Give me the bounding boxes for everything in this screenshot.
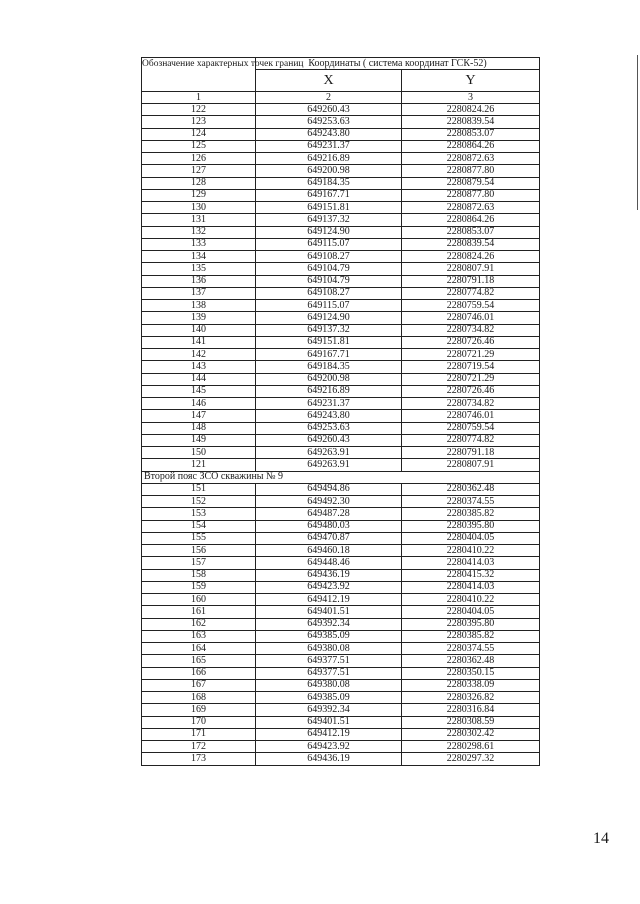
point-number-cell: 164 [142, 643, 256, 655]
x-coordinate-cell: 649380.08 [256, 643, 402, 655]
x-coordinate-cell: 649231.37 [256, 140, 402, 152]
x-coordinate-cell: 649494.86 [256, 483, 402, 495]
y-coordinate-cell: 2280726.46 [402, 385, 540, 397]
coordinates-group-header: Координаты ( система координат ГСК-52) [256, 58, 540, 70]
x-coordinate-cell: 649216.89 [256, 153, 402, 165]
coordinates-table [141, 57, 540, 766]
point-number-cell: 147 [142, 410, 256, 422]
y-coordinate-cell: 2280302.42 [402, 728, 540, 740]
y-coordinate-cell: 2280734.82 [402, 398, 540, 410]
table-row [142, 116, 540, 128]
point-number-cell: 134 [142, 251, 256, 263]
x-coordinate-cell: 649216.89 [256, 385, 402, 397]
table-row [142, 226, 540, 238]
y-coordinate-cell: 2280721.29 [402, 349, 540, 361]
x-coordinate-cell: 649385.09 [256, 630, 402, 642]
y-coordinate-cell: 2280410.22 [402, 594, 540, 606]
y-column-header: Y [402, 70, 540, 92]
y-coordinate-cell: 2280774.82 [402, 434, 540, 446]
table-row [142, 667, 540, 679]
point-number-cell: 140 [142, 324, 256, 336]
point-number-cell: 135 [142, 263, 256, 275]
table-row [142, 447, 540, 459]
point-number-cell: 170 [142, 716, 256, 728]
x-coordinate-cell: 649263.91 [256, 459, 402, 471]
table-row [142, 336, 540, 348]
point-number-cell: 132 [142, 226, 256, 238]
point-number-cell: 125 [142, 140, 256, 152]
point-number-cell: 162 [142, 618, 256, 630]
table-row [142, 508, 540, 520]
table-row [142, 177, 540, 189]
point-number-cell: 150 [142, 447, 256, 459]
x-coordinate-cell: 649423.92 [256, 741, 402, 753]
x-coordinate-cell: 649253.63 [256, 422, 402, 434]
x-coordinate-cell: 649487.28 [256, 508, 402, 520]
point-number-cell: 167 [142, 679, 256, 691]
y-coordinate-cell: 2280404.05 [402, 532, 540, 544]
x-coordinate-cell: 649392.34 [256, 618, 402, 630]
y-coordinate-cell: 2280824.26 [402, 104, 540, 116]
y-coordinate-cell: 2280746.01 [402, 312, 540, 324]
point-number-cell: 152 [142, 496, 256, 508]
y-coordinate-cell: 2280385.82 [402, 508, 540, 520]
table-row [142, 202, 540, 214]
point-number-cell: 155 [142, 532, 256, 544]
table-row [142, 275, 540, 287]
x-coordinate-cell: 649108.27 [256, 287, 402, 299]
y-coordinate-cell: 2280839.54 [402, 238, 540, 250]
y-coordinate-cell: 2280410.22 [402, 545, 540, 557]
y-coordinate-cell: 2280326.82 [402, 692, 540, 704]
table-row [142, 655, 540, 667]
table-row [142, 434, 540, 446]
page-number: 14 [593, 830, 609, 847]
y-coordinate-cell: 2280877.80 [402, 189, 540, 201]
point-number-cell: 142 [142, 349, 256, 361]
y-coordinate-cell: 2280824.26 [402, 251, 540, 263]
point-number-cell: 159 [142, 581, 256, 593]
table-row [142, 287, 540, 299]
point-number-cell: 169 [142, 704, 256, 716]
point-number-cell: 153 [142, 508, 256, 520]
y-coordinate-cell: 2280872.63 [402, 202, 540, 214]
table-row [142, 704, 540, 716]
y-coordinate-cell: 2280759.54 [402, 422, 540, 434]
point-number-cell: 121 [142, 459, 256, 471]
x-coordinate-cell: 649151.81 [256, 202, 402, 214]
x-coordinate-cell: 649412.19 [256, 594, 402, 606]
point-number-cell: 124 [142, 128, 256, 140]
table-row [142, 532, 540, 544]
x-coordinate-cell: 649377.51 [256, 655, 402, 667]
table-row [142, 128, 540, 140]
y-coordinate-cell: 2280374.55 [402, 496, 540, 508]
y-coordinate-cell: 2280414.03 [402, 581, 540, 593]
y-coordinate-cell: 2280316.84 [402, 704, 540, 716]
y-coordinate-cell: 2280298.61 [402, 741, 540, 753]
x-coordinate-cell: 649412.19 [256, 728, 402, 740]
y-coordinate-cell: 2280404.05 [402, 606, 540, 618]
table-row [142, 643, 540, 655]
table-row [142, 569, 540, 581]
y-coordinate-cell: 2280362.48 [402, 655, 540, 667]
table-row [142, 594, 540, 606]
column-number: 3 [402, 92, 540, 104]
point-number-cell: 126 [142, 153, 256, 165]
table-row [142, 728, 540, 740]
y-coordinate-cell: 2280734.82 [402, 324, 540, 336]
x-coordinate-cell: 649460.18 [256, 545, 402, 557]
table-row [142, 483, 540, 495]
y-coordinate-cell: 2280395.80 [402, 520, 540, 532]
y-coordinate-cell: 2280395.80 [402, 618, 540, 630]
table-row [142, 312, 540, 324]
y-coordinate-cell: 2280297.32 [402, 753, 540, 765]
point-number-cell: 161 [142, 606, 256, 618]
table-row [142, 104, 540, 116]
y-coordinate-cell: 2280726.46 [402, 336, 540, 348]
x-coordinate-cell: 649377.51 [256, 667, 402, 679]
y-coordinate-cell: 2280415.32 [402, 569, 540, 581]
x-coordinate-cell: 649167.71 [256, 189, 402, 201]
point-number-cell: 171 [142, 728, 256, 740]
y-coordinate-cell: 2280374.55 [402, 643, 540, 655]
x-coordinate-cell: 649115.07 [256, 300, 402, 312]
y-coordinate-cell: 2280308.59 [402, 716, 540, 728]
y-coordinate-cell: 2280759.54 [402, 300, 540, 312]
table-row [142, 422, 540, 434]
table-row [142, 398, 540, 410]
point-number-cell: 137 [142, 287, 256, 299]
table-row [142, 251, 540, 263]
section-row [142, 471, 540, 483]
point-number-cell: 172 [142, 741, 256, 753]
point-number-cell: 136 [142, 275, 256, 287]
x-coordinate-cell: 649115.07 [256, 238, 402, 250]
y-coordinate-cell: 2280338.09 [402, 679, 540, 691]
table-row [142, 741, 540, 753]
table-body [142, 104, 540, 766]
point-number-cell: 157 [142, 557, 256, 569]
table-row [142, 263, 540, 275]
table-row [142, 557, 540, 569]
y-coordinate-cell: 2280839.54 [402, 116, 540, 128]
point-number-cell: 148 [142, 422, 256, 434]
x-coordinate-cell: 649260.43 [256, 434, 402, 446]
point-number-cell: 128 [142, 177, 256, 189]
y-coordinate-cell: 2280879.54 [402, 177, 540, 189]
table-row [142, 300, 540, 312]
x-coordinate-cell: 649108.27 [256, 251, 402, 263]
column-number: 2 [256, 92, 402, 104]
column-number-row [142, 92, 540, 104]
y-coordinate-cell: 2280877.80 [402, 165, 540, 177]
x-coordinate-cell: 649401.51 [256, 606, 402, 618]
table-row [142, 753, 540, 765]
table-row [142, 385, 540, 397]
table-row [142, 496, 540, 508]
point-number-cell: 139 [142, 312, 256, 324]
point-number-cell: 166 [142, 667, 256, 679]
table-row [142, 140, 540, 152]
x-coordinate-cell: 649385.09 [256, 692, 402, 704]
table-row [142, 545, 540, 557]
x-coordinate-cell: 649263.91 [256, 447, 402, 459]
x-coordinate-cell: 649380.08 [256, 679, 402, 691]
x-coordinate-cell: 649184.35 [256, 177, 402, 189]
x-coordinate-cell: 649200.98 [256, 373, 402, 385]
point-number-cell: 138 [142, 300, 256, 312]
point-number-cell: 165 [142, 655, 256, 667]
y-coordinate-cell: 2280864.26 [402, 140, 540, 152]
point-number-cell: 163 [142, 630, 256, 642]
x-coordinate-cell: 649124.90 [256, 226, 402, 238]
y-coordinate-cell: 2280350.15 [402, 667, 540, 679]
table-row [142, 606, 540, 618]
table-row [142, 459, 540, 471]
y-coordinate-cell: 2280853.07 [402, 226, 540, 238]
x-coordinate-cell: 649480.03 [256, 520, 402, 532]
y-coordinate-cell: 2280746.01 [402, 410, 540, 422]
x-coordinate-cell: 649104.79 [256, 275, 402, 287]
point-designation-header: Обозначение характерных точек границ [142, 58, 256, 92]
x-coordinate-cell: 649124.90 [256, 312, 402, 324]
table-row [142, 238, 540, 250]
x-coordinate-cell: 649448.46 [256, 557, 402, 569]
table-row [142, 373, 540, 385]
point-number-cell: 144 [142, 373, 256, 385]
table-row [142, 361, 540, 373]
y-coordinate-cell: 2280414.03 [402, 557, 540, 569]
y-coordinate-cell: 2280807.91 [402, 459, 540, 471]
x-coordinate-cell: 649151.81 [256, 336, 402, 348]
y-coordinate-cell: 2280872.63 [402, 153, 540, 165]
y-coordinate-cell: 2280719.54 [402, 361, 540, 373]
table-row [142, 324, 540, 336]
x-coordinate-cell: 649167.71 [256, 349, 402, 361]
y-coordinate-cell: 2280362.48 [402, 483, 540, 495]
point-number-cell: 141 [142, 336, 256, 348]
table-row [142, 716, 540, 728]
x-coordinate-cell: 649470.87 [256, 532, 402, 544]
y-coordinate-cell: 2280853.07 [402, 128, 540, 140]
point-number-cell: 149 [142, 434, 256, 446]
x-coordinate-cell: 649231.37 [256, 398, 402, 410]
point-number-cell: 154 [142, 520, 256, 532]
point-number-cell: 131 [142, 214, 256, 226]
table-row [142, 692, 540, 704]
x-coordinate-cell: 649401.51 [256, 716, 402, 728]
y-coordinate-cell: 2280721.29 [402, 373, 540, 385]
x-coordinate-cell: 649104.79 [256, 263, 402, 275]
point-number-cell: 123 [142, 116, 256, 128]
x-coordinate-cell: 649423.92 [256, 581, 402, 593]
point-number-cell: 156 [142, 545, 256, 557]
table-row [142, 153, 540, 165]
x-coordinate-cell: 649492.30 [256, 496, 402, 508]
point-number-cell: 130 [142, 202, 256, 214]
x-coordinate-cell: 649260.43 [256, 104, 402, 116]
point-number-cell: 158 [142, 569, 256, 581]
y-coordinate-cell: 2280791.18 [402, 447, 540, 459]
y-coordinate-cell: 2280791.18 [402, 275, 540, 287]
x-coordinate-cell: 649137.32 [256, 214, 402, 226]
x-column-header: X [256, 70, 402, 92]
x-coordinate-cell: 649137.32 [256, 324, 402, 336]
point-number-cell: 133 [142, 238, 256, 250]
table-row [142, 679, 540, 691]
point-number-cell: 173 [142, 753, 256, 765]
page-edge-line [637, 55, 638, 210]
table-row [142, 189, 540, 201]
x-coordinate-cell: 649436.19 [256, 569, 402, 581]
table-row [142, 581, 540, 593]
section-label: Второй пояс ЗСО скважины № 9 [142, 471, 540, 483]
point-number-cell: 168 [142, 692, 256, 704]
point-number-cell: 160 [142, 594, 256, 606]
y-coordinate-cell: 2280807.91 [402, 263, 540, 275]
x-coordinate-cell: 649253.63 [256, 116, 402, 128]
point-number-cell: 145 [142, 385, 256, 397]
point-number-cell: 146 [142, 398, 256, 410]
point-number-cell: 151 [142, 483, 256, 495]
x-coordinate-cell: 649392.34 [256, 704, 402, 716]
point-number-cell: 143 [142, 361, 256, 373]
x-coordinate-cell: 649243.80 [256, 410, 402, 422]
y-coordinate-cell: 2280864.26 [402, 214, 540, 226]
x-coordinate-cell: 649184.35 [256, 361, 402, 373]
table-row [142, 349, 540, 361]
table-row [142, 165, 540, 177]
table-row [142, 520, 540, 532]
table-row [142, 214, 540, 226]
point-number-cell: 122 [142, 104, 256, 116]
table-row [142, 410, 540, 422]
y-coordinate-cell: 2280774.82 [402, 287, 540, 299]
point-number-cell: 127 [142, 165, 256, 177]
x-coordinate-cell: 649200.98 [256, 165, 402, 177]
table-row [142, 630, 540, 642]
table-header [142, 58, 540, 104]
table-row [142, 618, 540, 630]
y-coordinate-cell: 2280385.82 [402, 630, 540, 642]
column-number: 1 [142, 92, 256, 104]
x-coordinate-cell: 649436.19 [256, 753, 402, 765]
x-coordinate-cell: 649243.80 [256, 128, 402, 140]
point-number-cell: 129 [142, 189, 256, 201]
